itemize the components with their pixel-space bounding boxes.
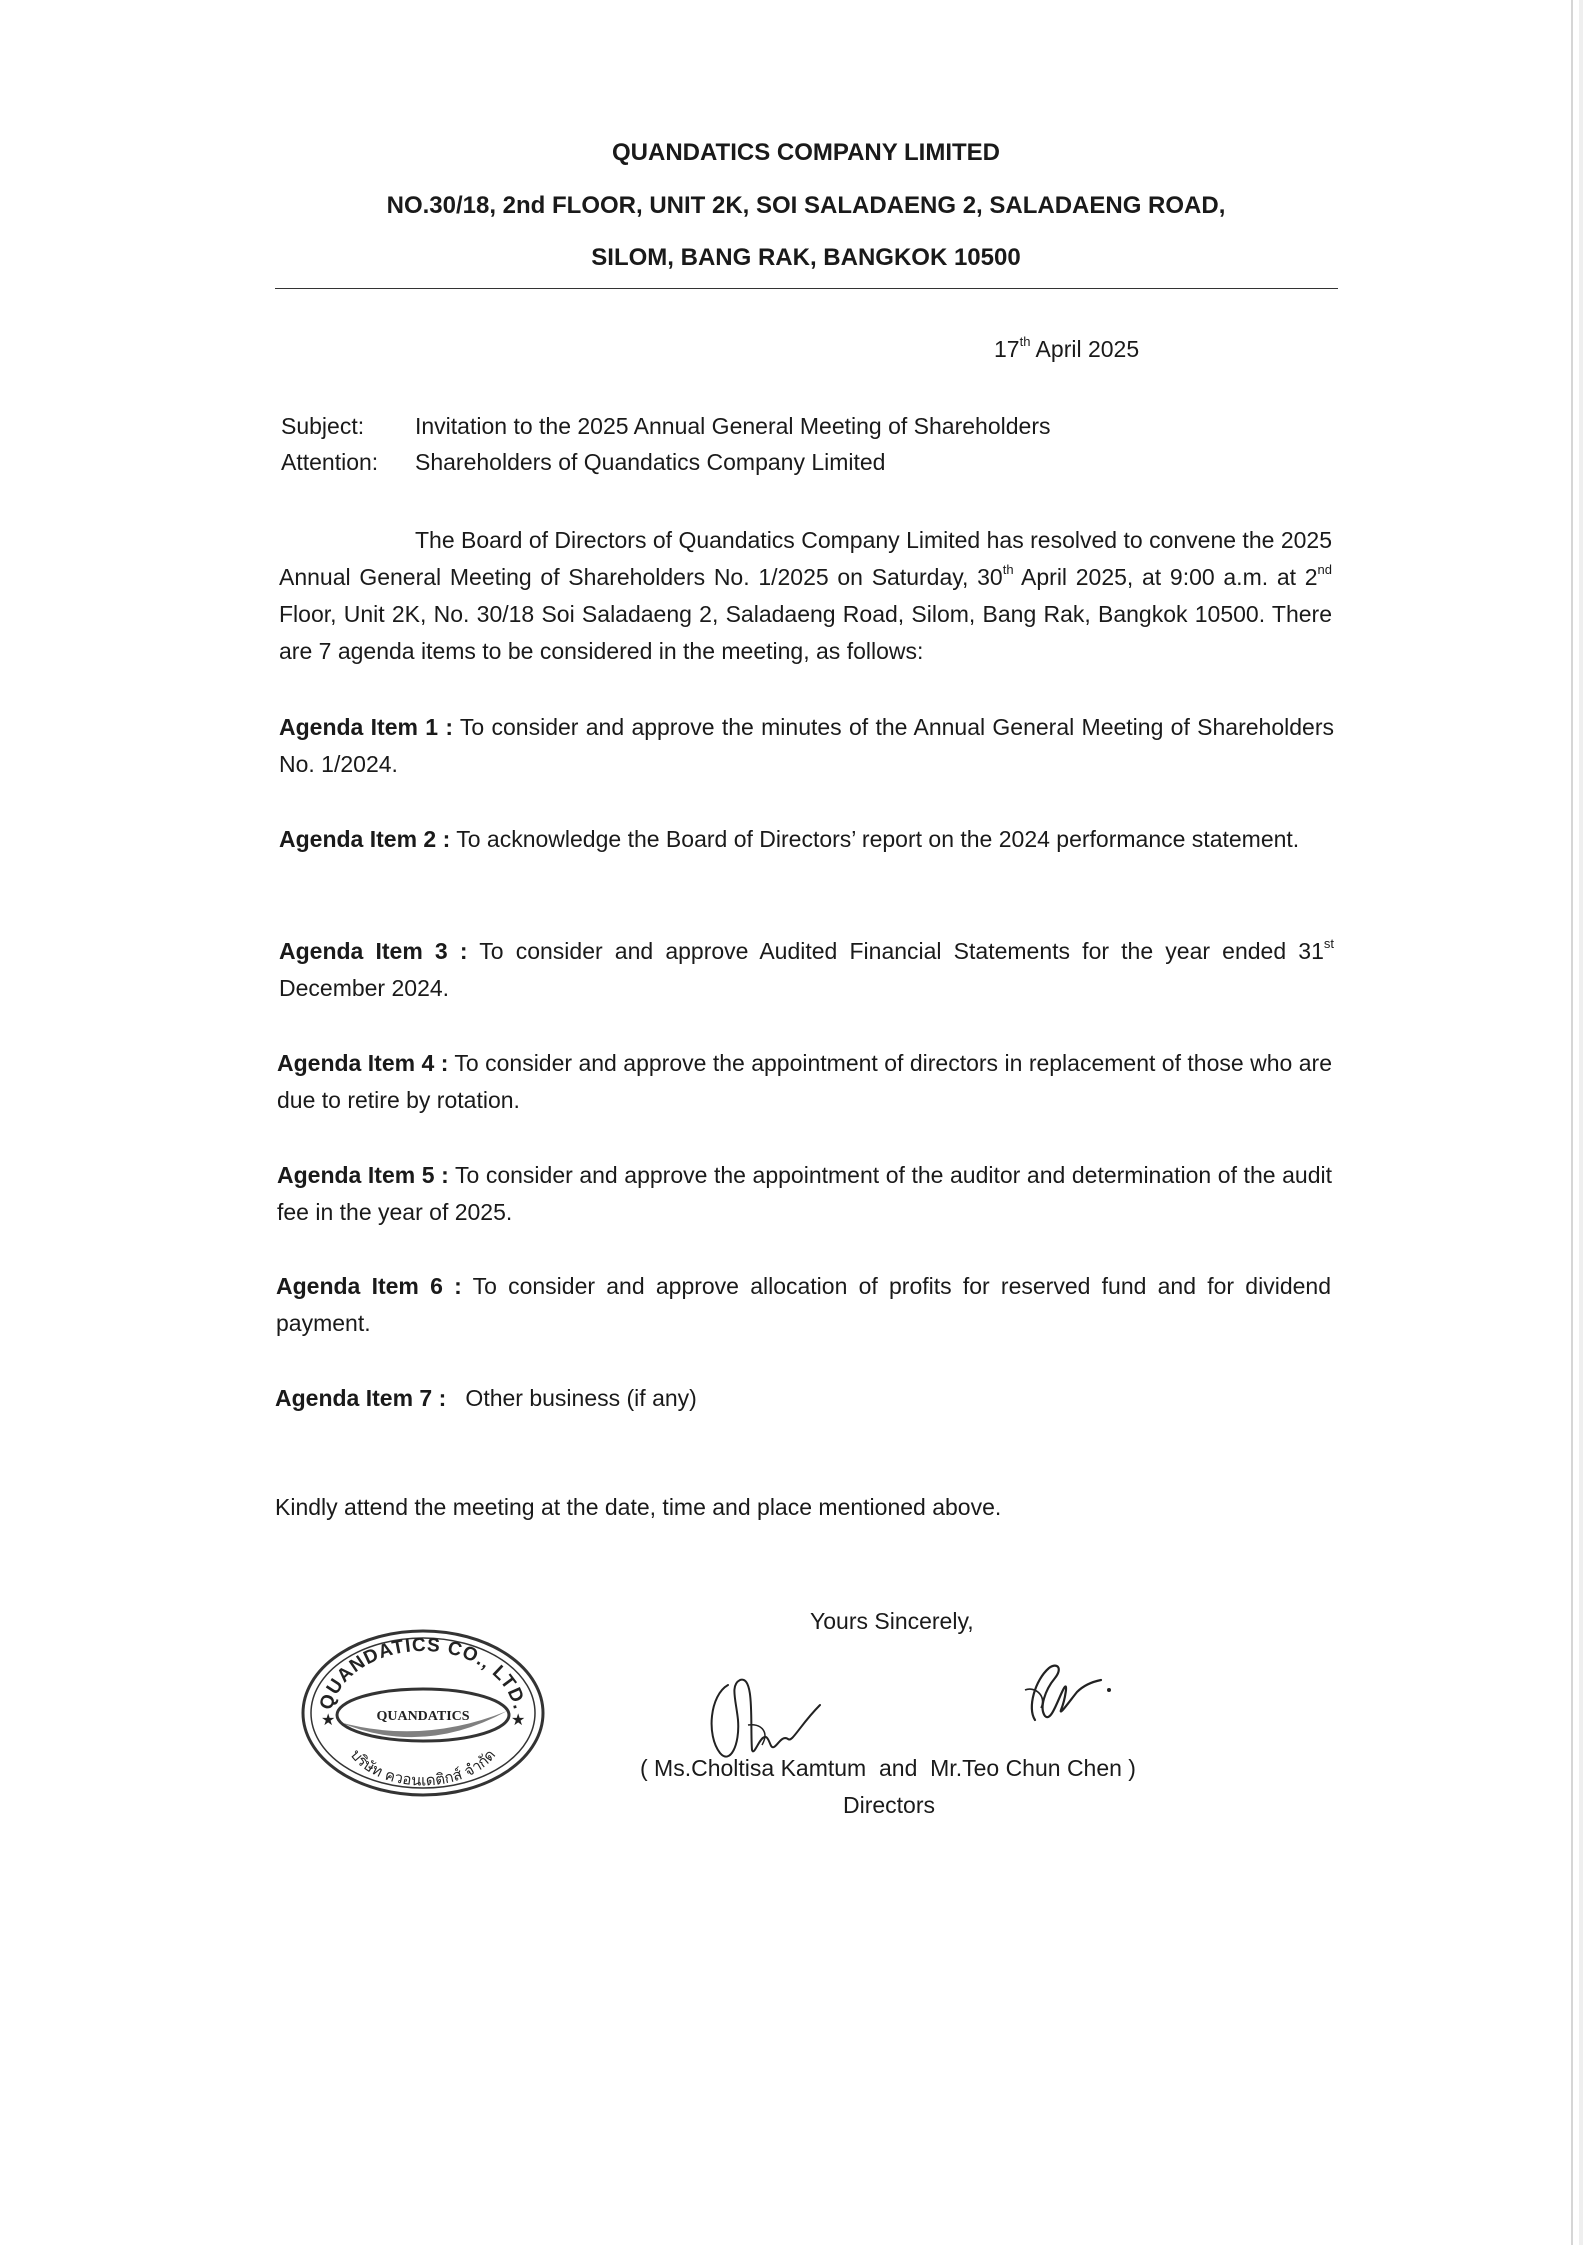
header-divider <box>275 288 1338 289</box>
attention-value: Shareholders of Quandatics Company Limited <box>415 449 886 475</box>
agenda-item-4 <box>277 1045 1332 1119</box>
seal-top-text: QUANDATICS CO., LTD. <box>315 1634 531 1713</box>
agenda-item-sup: st <box>1323 936 1334 952</box>
agenda-item-3 <box>279 933 1334 1007</box>
scan-edge-line <box>1571 0 1573 2245</box>
yours-sincerely: Yours Sincerely, <box>810 1608 974 1634</box>
subject-label: Subject: <box>281 413 365 439</box>
agenda-item-6 <box>276 1268 1331 1342</box>
agenda-item-label: Agenda Item 1 : <box>279 714 454 740</box>
date-day-suffix: th <box>1019 334 1031 350</box>
signatory-title: Directors <box>843 1792 936 1818</box>
agenda-item-label: Agenda Item 3 : <box>279 938 468 964</box>
scan-edge <box>1579 0 1583 2245</box>
closing-sentence: Kindly attend the meeting at the date, time and place mentioned above. <box>275 1494 1002 1520</box>
signatory-names: ( Ms.Choltisa Kamtum and Mr.Teo Chun Chen ) <box>640 1755 1136 1781</box>
svg-text:★: ★ <box>511 1710 526 1729</box>
intro-sup-2: nd <box>1317 562 1332 578</box>
intro-text-1: The Board of Directors of Quandatics Company Limited has resolved to convene the 2025 Annual General Meeting of Shareholders No. 1/2025 on Saturday, 30 <box>279 527 1332 590</box>
intro-sup-1: th <box>1002 562 1014 578</box>
address-line-1: NO.30/18, 2nd FLOOR, UNIT 2K, SOI SALADAENG 2, SALADAENG ROAD, <box>386 192 1226 219</box>
agenda-item-2 <box>279 821 1334 858</box>
agenda-item-text: To acknowledge the Board of Directors’ report on the 2024 performance statement. <box>450 826 1300 852</box>
seal-center-text: QUANDATICS <box>376 1709 470 1724</box>
svg-text:บริษัท ควอนเดติกส์ จำกัด <box>347 1746 499 1790</box>
agenda-item-7 <box>275 1380 1330 1417</box>
intro-text-3: Floor, Unit 2K, No. 30/18 Soi Saladaeng 2, Saladaeng Road, Silom, Bang Rak, Bangkok 10500. There are 7 agenda items to be considered in the meeting, as follows: <box>279 601 1332 664</box>
signature-teo <box>1005 1650 1120 1735</box>
agenda-item-text: To consider and approve Audited Financial Statements for the year ended 31 <box>467 938 1324 964</box>
attention-label: Attention: <box>281 449 379 475</box>
agenda-item-text-after: December 2024. <box>279 975 450 1001</box>
agenda-item-text: To consider and approve allocation of profits for reserved fund and for dividend payment. <box>276 1273 1331 1336</box>
agenda-item-label: Agenda Item 5 : <box>277 1162 449 1188</box>
subject-value: Invitation to the 2025 Annual General Meeting of Shareholders <box>415 413 1051 439</box>
company-seal-stamp <box>299 1627 547 1799</box>
agenda-item-label: Agenda Item 4 : <box>277 1050 449 1076</box>
svg-text:★: ★ <box>321 1710 336 1729</box>
seal-bottom-text: บริษัท ควอนเดติกส์ จำกัด <box>346 1745 500 1790</box>
agenda-item-text: To consider and approve the minutes of the Annual General Meeting of Shareholders No. 1/2024. <box>279 714 1334 777</box>
agenda-item-label: Agenda Item 2 : <box>279 826 451 852</box>
agenda-item-text: To consider and approve the appointment of the auditor and determination of the audit fee in the year of 2025. <box>277 1162 1332 1225</box>
date-day: 17 <box>994 336 1020 362</box>
date-month-year: April 2025 <box>1030 336 1140 362</box>
address-line-2: SILOM, BANG RAK, BANGKOK 10500 <box>591 244 1021 271</box>
agenda-item-1 <box>279 709 1334 783</box>
intro-paragraph <box>279 522 1332 670</box>
agenda-item-text: To consider and approve the appointment of directors in replacement of those who are due to retire by rotation. <box>277 1050 1332 1113</box>
letter-date <box>994 336 1139 363</box>
intro-text-2: April 2025, at 9:00 a.m. at 2 <box>1013 564 1318 590</box>
company-name: QUANDATICS COMPANY LIMITED <box>612 139 1000 166</box>
agenda-item-label: Agenda Item 6 : <box>276 1273 462 1299</box>
agenda-item-text: Other business (if any) <box>446 1385 697 1411</box>
agenda-item-label: Agenda Item 7 : <box>275 1385 447 1411</box>
agenda-item-5 <box>277 1157 1332 1231</box>
